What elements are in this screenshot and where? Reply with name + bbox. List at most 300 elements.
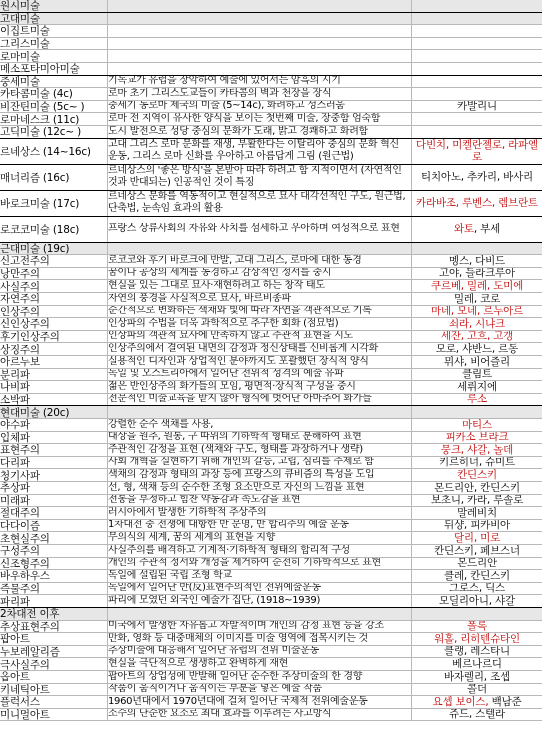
period-cell bbox=[0, 63, 108, 75]
description-text: 꿈이나 공상의 세계를 동경하고 감상적인 정서를 중시 bbox=[108, 267, 332, 279]
period-name: 다리파 bbox=[0, 457, 30, 469]
period-name: 비잔틴미술 (5c~ ) bbox=[0, 101, 85, 113]
artist-cell bbox=[412, 457, 542, 469]
period-name: 나비파 bbox=[0, 381, 30, 393]
period-name: 로마미술 bbox=[0, 50, 40, 62]
artist-names: 키르히너, 슈미트 bbox=[439, 456, 515, 469]
table-row bbox=[0, 684, 542, 697]
period-cell bbox=[0, 126, 108, 138]
artist-names: 다빈치, 미켈란젤로, 라파엘로 bbox=[416, 138, 538, 164]
period-cell bbox=[0, 709, 108, 721]
description-cell bbox=[108, 394, 412, 406]
description-text: 실용적인 디자인과 상업적인 분야까지도 포괄했던 장식적 양식 bbox=[108, 356, 369, 367]
artist-names: 클림트 bbox=[462, 368, 492, 381]
period-name: 매너리즘 (16c) bbox=[0, 171, 70, 184]
table-row bbox=[0, 482, 542, 495]
table-row bbox=[0, 608, 542, 621]
artist-names: 모로, 샤반느, 르동 bbox=[435, 343, 519, 355]
description-text: 독일에 설립된 국립 조형 학교 bbox=[108, 570, 232, 581]
period-cell bbox=[0, 495, 108, 507]
table-row bbox=[0, 558, 542, 571]
description-text: 색채의 감정과 형태의 과장 등에 프랑스의 큐비즘의 특성을 도입 bbox=[108, 469, 375, 480]
period-name: 근대미술 (19c) bbox=[0, 242, 70, 255]
period-name: 절대주의 bbox=[0, 507, 40, 519]
artist-cell bbox=[412, 126, 542, 138]
table-row bbox=[0, 406, 542, 419]
period-name: 키네틱아트 bbox=[0, 683, 50, 696]
period-name: 옵아트 bbox=[0, 671, 30, 683]
period-name: 미니멀아트 bbox=[0, 709, 50, 721]
artist-cell bbox=[412, 356, 542, 368]
period-name: 고딕미술 (12c~ ) bbox=[0, 126, 81, 138]
table-row bbox=[0, 255, 542, 268]
table-row bbox=[0, 469, 542, 482]
artist-cell bbox=[412, 507, 542, 519]
description-cell bbox=[108, 646, 412, 658]
artist-cell bbox=[412, 139, 542, 164]
artist-names: 모딜리아니, 샤갈 bbox=[439, 595, 515, 607]
description-text: 사회 개혁을 실현하기 위해 개인의 갈등, 고립, 심리를 주제로 함 bbox=[108, 456, 374, 468]
artist-cell bbox=[412, 419, 542, 431]
period-cell bbox=[0, 621, 108, 633]
description-cell bbox=[108, 126, 412, 138]
period-cell bbox=[0, 306, 108, 318]
period-name: 표현주의 bbox=[0, 444, 40, 456]
description-cell bbox=[108, 406, 412, 418]
description-cell bbox=[108, 545, 412, 557]
artist-names: 워홀, 리히텐슈타인 bbox=[434, 633, 520, 645]
table-row bbox=[0, 126, 542, 139]
description-cell bbox=[108, 191, 412, 216]
artist-names: 콜더 bbox=[467, 683, 487, 696]
description-cell bbox=[108, 101, 412, 113]
artist-cell bbox=[412, 255, 542, 267]
description-text: 현실을 있는 그대로 묘사·재현하려고 하는 창작 태도 bbox=[108, 280, 325, 291]
description-text: 르네상스의 '좋은 방식'을 본받아 따라 하려고 함 지적이면서 (자연적인 것과 반대되는) 인공적인 것이 특징 bbox=[108, 164, 402, 189]
description-cell bbox=[108, 444, 412, 456]
period-name: 다다이즘 bbox=[0, 520, 40, 532]
description-text: 로마 전 지역이 유사한 양식을 보이는 첫번째 미술, 장중함 엄숙함 bbox=[108, 113, 381, 124]
description-text: 사실주의를 배격하고 기계적·기하학적 형태의 합리적 구성 bbox=[108, 545, 350, 556]
table-row bbox=[0, 50, 542, 63]
period-name: 신인상주의 bbox=[0, 318, 50, 330]
period-name: 파리파 bbox=[0, 595, 30, 607]
period-name: 추상표현주의 bbox=[0, 620, 60, 633]
description-cell bbox=[108, 217, 412, 242]
period-cell bbox=[0, 76, 108, 88]
description-text: 로마 초기 그리스도교들이 카타콤의 벽과 천장을 장식 bbox=[108, 88, 332, 99]
period-cell bbox=[0, 243, 108, 255]
table-row bbox=[0, 394, 542, 407]
description-text: 1차대전 중 전쟁에 대항한 반 문명, 반 합리주의 예술 운동 bbox=[108, 519, 349, 531]
description-cell bbox=[108, 684, 412, 696]
period-name: 이집트미술 bbox=[0, 25, 50, 37]
description-cell bbox=[108, 165, 412, 190]
artist-cell bbox=[412, 469, 542, 481]
description-cell bbox=[108, 38, 412, 50]
period-cell bbox=[0, 0, 108, 12]
artist-cell bbox=[412, 583, 542, 595]
period-cell bbox=[0, 457, 108, 469]
description-text: 러시아에서 발생한 기하학적 추상주의 bbox=[108, 507, 267, 518]
description-text: 무의식의 세계, 꿈의 세계의 표현을 지향 bbox=[108, 532, 276, 543]
period-cell bbox=[0, 520, 108, 532]
artist-names: 세뤼지에 bbox=[457, 381, 497, 393]
description-text: 로코코와 후기 바로크에 반발, 고대 그리스, 로마에 대한 동경 bbox=[108, 255, 362, 266]
artist-cell bbox=[412, 369, 542, 381]
period-cell bbox=[0, 558, 108, 570]
period-name: 카타콤미술 (4c) bbox=[0, 88, 73, 100]
artist-cell bbox=[412, 165, 542, 190]
description-text: 1960년대에서 1970년대에 걸쳐 일어난 국제적 전위예술운동 bbox=[108, 696, 368, 707]
artist-cell bbox=[412, 406, 542, 418]
artist-cell bbox=[412, 444, 542, 456]
period-cell bbox=[0, 684, 108, 696]
artist-names: 마티스 bbox=[462, 419, 492, 431]
period-name: 후기인상주의 bbox=[0, 331, 60, 343]
artist-names: 쇠라, 시냐크 bbox=[449, 318, 505, 330]
period-name: 낭만주의 bbox=[0, 268, 40, 280]
description-text: 대상을 원추, 원통, 구 따위의 기하학적 형태로 분해하여 표현 bbox=[108, 431, 362, 443]
artist-names: 그로스, 딕스 bbox=[449, 582, 505, 595]
period-cell bbox=[0, 280, 108, 292]
description-cell bbox=[108, 608, 412, 620]
period-cell bbox=[0, 696, 108, 708]
description-cell bbox=[108, 243, 412, 255]
artist-cell bbox=[412, 482, 542, 494]
table-row bbox=[0, 633, 542, 646]
artist-names: 세잔, 고흐, 고갱 bbox=[440, 330, 514, 343]
period-cell bbox=[0, 38, 108, 50]
period-name: 바우하우스 bbox=[0, 570, 50, 582]
artist-cell bbox=[412, 318, 542, 330]
description-cell bbox=[108, 318, 412, 330]
artist-names: 뭉크, 샤갈, 놀데 bbox=[440, 444, 514, 456]
artist-names: 쥬드, 스텔라 bbox=[449, 708, 505, 721]
description-text: 독일에서 일어난 반(反)표현주의적인 전위예술운동 bbox=[108, 582, 321, 594]
artist-cell bbox=[412, 520, 542, 532]
artist-names: 몬드리안 bbox=[457, 557, 497, 570]
description-cell bbox=[108, 583, 412, 595]
description-text: 현실을 극단적으로 생생하고 완벽하게 재현 bbox=[108, 658, 288, 669]
artist-names: 칸딘스키, 페브스너 bbox=[434, 545, 520, 557]
artist-cell bbox=[412, 608, 542, 620]
period-name: 인상주의 bbox=[0, 305, 40, 318]
description-cell bbox=[108, 255, 412, 267]
period-name: 자연주의 bbox=[0, 293, 40, 305]
period-name: 로마네스크 (11c) bbox=[0, 113, 80, 125]
description-cell bbox=[108, 671, 412, 683]
period-name: 분리파 bbox=[0, 368, 30, 381]
table-row bbox=[0, 38, 542, 51]
artist-names: 티치아노, 추카리, 바사리 bbox=[421, 170, 533, 183]
artist-names: 클랭, 레스타니 bbox=[444, 645, 510, 658]
period-name: 즉물주의 bbox=[0, 583, 40, 595]
table-row bbox=[0, 318, 542, 331]
description-cell bbox=[108, 570, 412, 582]
artist-cell bbox=[412, 76, 542, 88]
table-row bbox=[0, 293, 542, 306]
artist-cell bbox=[412, 280, 542, 292]
description-text: 선, 형, 색채 등의 순수한 조형 요소만으로 자신의 느낌을 표현 bbox=[108, 482, 365, 493]
artist-cell bbox=[412, 684, 542, 696]
artist-names: 밀레, 코로 bbox=[453, 293, 501, 305]
description-text: 인상파의 수법을 더욱 과학적으로 추구한 회화 (점묘법) bbox=[108, 318, 339, 329]
artist-cell bbox=[412, 217, 542, 242]
period-name: 플럭서스 bbox=[0, 696, 40, 708]
description-text: 프랑스 상류사회의 자유와 사치를 섬세하고 우아하며 여성적으로 표현 bbox=[108, 222, 400, 234]
artist-names: 베르나르디 bbox=[452, 658, 502, 670]
period-cell bbox=[0, 101, 108, 113]
table-row bbox=[0, 0, 542, 13]
table-row bbox=[0, 419, 542, 432]
description-cell bbox=[108, 293, 412, 305]
artist-cell bbox=[412, 88, 542, 100]
period-name: 2차대전 이후 bbox=[0, 608, 60, 620]
description-text: 중세기 동로마 제국의 미술 (5~14c), 화려하고 성스러움 bbox=[108, 100, 345, 112]
artist-names: 폴록 bbox=[467, 620, 487, 633]
period-cell bbox=[0, 583, 108, 595]
artist-cell bbox=[412, 633, 542, 645]
period-cell bbox=[0, 394, 108, 406]
table-row bbox=[0, 280, 542, 293]
artist-names: 고야, 들라크루아 bbox=[439, 267, 515, 280]
artist-cell bbox=[412, 243, 542, 255]
description-cell bbox=[108, 13, 412, 25]
table-row bbox=[0, 520, 542, 533]
artist-names: 바자렐리, 조셉 bbox=[444, 671, 510, 683]
period-name: 현대미술 (20c) bbox=[0, 406, 70, 418]
table-row bbox=[0, 191, 542, 217]
table-row bbox=[0, 532, 542, 545]
artist-cell bbox=[412, 621, 542, 633]
artist-cell bbox=[412, 532, 542, 544]
artist-names: 뒤샹, 피카비아 bbox=[444, 519, 510, 532]
period-cell bbox=[0, 381, 108, 393]
period-cell bbox=[0, 113, 108, 125]
period-name: 원시미술 bbox=[0, 0, 40, 12]
period-cell bbox=[0, 646, 108, 658]
description-text: 작품이 움직이거나 움직이는 부분을 넣은 예술 작품 bbox=[108, 683, 322, 695]
period-name: 팝아트 bbox=[0, 633, 30, 645]
description-cell bbox=[108, 432, 412, 444]
description-text: 순간적으로 변화하는 색채와 빛에 따라 자연을 객관적으로 기록 bbox=[108, 305, 372, 317]
table-row bbox=[0, 658, 542, 671]
description-cell bbox=[108, 419, 412, 431]
table-row bbox=[0, 545, 542, 558]
period-name: 신조형주의 bbox=[0, 557, 50, 570]
period-name: 상징주의 bbox=[0, 343, 40, 355]
period-cell bbox=[0, 419, 108, 431]
table-row bbox=[0, 13, 542, 26]
artist-cell bbox=[412, 558, 542, 570]
period-cell bbox=[0, 293, 108, 305]
table-row bbox=[0, 139, 542, 165]
artist-names: 마네, 모네, 르누아르 bbox=[430, 305, 524, 318]
table-row bbox=[0, 101, 542, 114]
artist-cell bbox=[412, 545, 542, 557]
artist-cell bbox=[412, 50, 542, 62]
table-row bbox=[0, 444, 542, 457]
description-cell bbox=[108, 0, 412, 12]
table-row bbox=[0, 709, 542, 722]
period-cell bbox=[0, 444, 108, 456]
description-text: 파리에 모였던 외국인 예술가 집단, (1918~1939) bbox=[108, 595, 321, 606]
description-cell bbox=[108, 306, 412, 318]
table-row bbox=[0, 88, 542, 101]
artist-cell bbox=[412, 381, 542, 393]
period-cell bbox=[0, 165, 108, 190]
artist-cell bbox=[412, 432, 542, 444]
table-row bbox=[0, 646, 542, 659]
table-row bbox=[0, 369, 542, 382]
table-row bbox=[0, 268, 542, 281]
description-text: 추상미술에 대응해서 일어난 유럽의 전위 미술운동 bbox=[108, 645, 319, 657]
artist-cell bbox=[412, 658, 542, 670]
artist-names: 쿠르베, 밀레, 도미에 bbox=[430, 280, 524, 292]
description-cell bbox=[108, 63, 412, 75]
artist-cell bbox=[412, 113, 542, 125]
artist-cell bbox=[412, 0, 542, 12]
table-row bbox=[0, 495, 542, 508]
description-cell bbox=[108, 343, 412, 355]
description-cell bbox=[108, 658, 412, 670]
period-cell bbox=[0, 369, 108, 381]
period-name: 초현실주의 bbox=[0, 532, 50, 544]
artist-names: 뮈샤, 비어즐리 bbox=[444, 356, 510, 368]
period-cell bbox=[0, 50, 108, 62]
table-row bbox=[0, 457, 542, 470]
period-name: 신고전주의 bbox=[0, 255, 50, 267]
table-row bbox=[0, 217, 542, 243]
artist-cell bbox=[412, 671, 542, 683]
artist-names: 보초니, 카라, 루솔로 bbox=[430, 494, 524, 507]
description-cell bbox=[108, 595, 412, 607]
description-cell bbox=[108, 520, 412, 532]
table-row bbox=[0, 243, 542, 256]
artist-cell bbox=[412, 394, 542, 406]
description-text: 르네상스 문화를 역동적이고 현실적으로 묘사 대각선적인 구도, 원근법, 단축법, 눈속임 효과의 활용 bbox=[108, 190, 406, 215]
period-cell bbox=[0, 507, 108, 519]
table-row bbox=[0, 76, 542, 89]
description-text: 젊은 반인상주의 화가들의 모임, 평면적·장식적 구성을 중시 bbox=[108, 381, 356, 392]
table-row bbox=[0, 570, 542, 583]
table-row bbox=[0, 696, 542, 709]
artist-cell bbox=[412, 570, 542, 582]
period-cell bbox=[0, 25, 108, 37]
description-cell bbox=[108, 495, 412, 507]
description-cell bbox=[108, 621, 412, 633]
table-row bbox=[0, 595, 542, 608]
period-cell bbox=[0, 217, 108, 242]
period-cell bbox=[0, 482, 108, 494]
period-name: 청기사파 bbox=[0, 469, 40, 481]
artist-cell bbox=[412, 331, 542, 343]
artist-cell bbox=[412, 646, 542, 658]
period-cell bbox=[0, 545, 108, 557]
description-cell bbox=[108, 113, 412, 125]
artist-cell bbox=[412, 25, 542, 37]
table-row bbox=[0, 432, 542, 445]
description-text: 만화, 영화 등 대중매체의 이미지를 미술 영역에 접목시키는 것 bbox=[108, 633, 368, 644]
table-row bbox=[0, 356, 542, 369]
period-cell bbox=[0, 469, 108, 481]
period-name: 소박파 bbox=[0, 394, 30, 406]
period-name: 추상파 bbox=[0, 482, 30, 494]
description-cell bbox=[108, 381, 412, 393]
artist-cell bbox=[412, 101, 542, 113]
period-cell bbox=[0, 343, 108, 355]
period-cell bbox=[0, 331, 108, 343]
description-text: 자연의 풍경을 사실적으로 묘사, 바르비종파 bbox=[108, 293, 291, 304]
table-row bbox=[0, 507, 542, 520]
artist-names: 달리, 미로 bbox=[453, 532, 501, 544]
artist-cell bbox=[412, 696, 542, 708]
description-cell bbox=[108, 76, 412, 88]
description-cell bbox=[108, 558, 412, 570]
period-cell bbox=[0, 191, 108, 216]
period-name: 극사실주의 bbox=[0, 658, 50, 670]
period-name: 로코코미술 (18c) bbox=[0, 223, 80, 236]
period-name: 르네상스 (14~16c) bbox=[0, 145, 91, 158]
period-cell bbox=[0, 532, 108, 544]
description-cell bbox=[108, 457, 412, 469]
period-name: 미래파 bbox=[0, 494, 30, 507]
description-text: 전문적인 미술교육을 받지 않아 형식에 벗어난 아마추어 화가들 bbox=[108, 393, 372, 405]
period-cell bbox=[0, 406, 108, 418]
description-cell bbox=[108, 709, 412, 721]
period-name: 그리스미술 bbox=[0, 38, 50, 50]
period-name: 아르누보 bbox=[0, 356, 40, 368]
period-cell bbox=[0, 595, 108, 607]
period-cell bbox=[0, 268, 108, 280]
description-cell bbox=[108, 696, 412, 708]
period-cell bbox=[0, 671, 108, 683]
artist-cell bbox=[412, 306, 542, 318]
period-cell bbox=[0, 633, 108, 645]
table-row bbox=[0, 165, 542, 191]
period-name: 고대미술 bbox=[0, 12, 40, 25]
artist-cell bbox=[412, 13, 542, 25]
period-cell bbox=[0, 608, 108, 620]
period-name: 사실주의 bbox=[0, 280, 40, 292]
table-row bbox=[0, 381, 542, 394]
description-text: 강렬한 순수 색채를 사용, bbox=[108, 419, 214, 430]
artist-cell bbox=[412, 343, 542, 355]
table-row bbox=[0, 113, 542, 126]
artist-cell bbox=[412, 63, 542, 75]
table-row bbox=[0, 583, 542, 596]
artist-names: 멩스, 다비드 bbox=[449, 255, 505, 267]
table-row bbox=[0, 331, 542, 344]
description-cell bbox=[108, 633, 412, 645]
table-row bbox=[0, 63, 542, 76]
description-text: 인상파의 객관적 묘사에 만족하지 않고 주관적 표현을 시도 bbox=[108, 330, 353, 342]
description-text: 개인의 주관적 정서와 개성을 제거하여 순전히 기하학적으로 표현 bbox=[108, 557, 381, 569]
description-text: 인상주의에서 결여된 내면의 감정과 정신상태를 신비롭게 시각화 bbox=[108, 343, 378, 354]
description-text: 팝아트의 상업성에 반발해 일어난 순수한 추상미술의 한 경향 bbox=[108, 671, 363, 682]
table-row bbox=[0, 671, 542, 684]
period-name: 메소포타미아미술 bbox=[0, 63, 80, 75]
description-cell bbox=[108, 356, 412, 368]
description-text: 기독교가 유럽을 장악하여 예술에 있어서는 암흑의 시기 bbox=[108, 75, 341, 87]
description-cell bbox=[108, 331, 412, 343]
artist-cell bbox=[412, 38, 542, 50]
period-name: 야수파 bbox=[0, 419, 30, 431]
period-name: 바로크미술 (17c) bbox=[0, 197, 80, 210]
table-row bbox=[0, 343, 542, 356]
description-cell bbox=[108, 532, 412, 544]
